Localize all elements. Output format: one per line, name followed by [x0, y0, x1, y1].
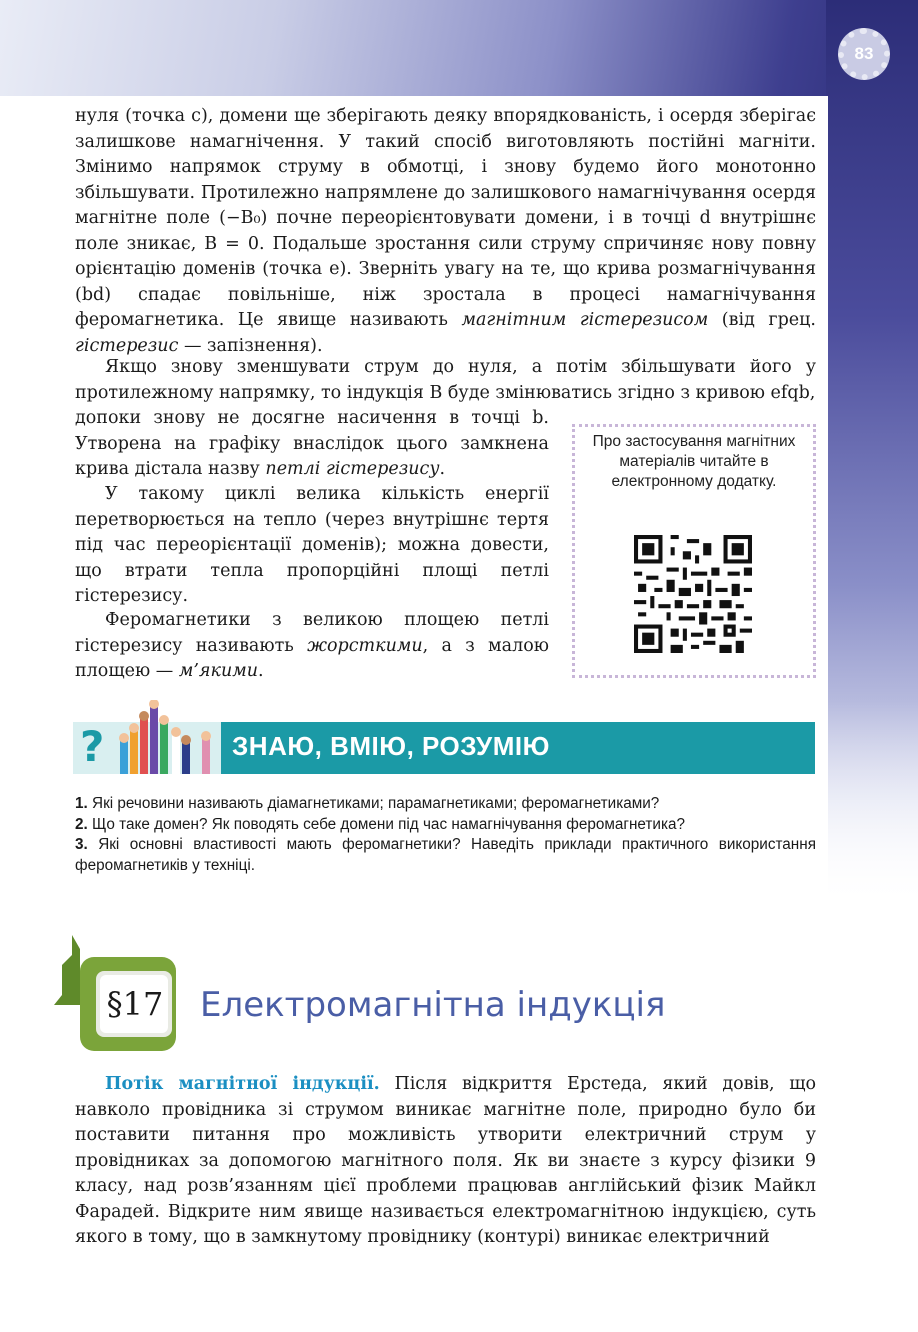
question-item	[75, 794, 816, 815]
paragraph-3: У такому циклі велика кількість енергії перетворюється на тепло (через внутрішнє тертя під час переорієнтації доменів); можна довести, що втрати тепла пропорційні площі петлі гістерезису.	[75, 484, 549, 606]
question-text: Які основні властивості мають феромагнетики? Наведіть приклади практичного використання феромагнетиків у техніці.	[75, 836, 816, 874]
paragraph-2b-text: допоки знову не досягне насичення в точці b. Утворена на графіку внаслідок цього замкнена крива дістала назву	[75, 408, 549, 479]
paragraph-1	[75, 104, 816, 359]
question-list	[75, 794, 816, 876]
term-soft: м’якими	[178, 661, 258, 681]
term-hysteresis-loop: петлі гістерезису	[265, 459, 440, 479]
term-magnetic-hysteresis: магнітним гістерезисом	[461, 310, 709, 330]
section-title: Електромагнітна індукція	[200, 985, 666, 1025]
side-note-text: Про застосування магнітних матеріалів читайте в електронному додатку.	[592, 433, 796, 490]
paragraph-1-tail-b: — запізнення).	[178, 335, 323, 356]
term-hard: жорсткими	[307, 635, 423, 656]
question-text: Які речовини називають діамагнетиками; парамагнетиками; феромагнетиками?	[92, 795, 660, 812]
section-text: Після відкриття Ерстеда, який довів, що навколо провідника зі струмом виникає магнітне поле, природно було би поставити питання про можливість утворити електричний струм у провідниках за допомогою магнітного поля. Як ви знаєте з курсу фізики 9 класу, над розв’язанням цієї проблеми працював англійський фізик Майкл Фарадей. Відкрите ним явище називається електромагнітною індукцією, суть якого в тому, що в замкнутому провіднику (контурі) виникає електричний	[75, 1074, 816, 1247]
page-number: 83	[854, 44, 874, 63]
section-paragraph	[75, 1072, 816, 1251]
section-number: §17	[106, 985, 164, 1023]
paragraph-2b: допоки знову не досягне насичення в точці b. Утворена на графіку внаслідок цього замкнена крива дістала назву петлі гістерезису.	[75, 408, 549, 479]
paragraph-1-text: нуля (точка c), домени ще зберігають деяку впорядкованість, і осердя зберігає залишкове намагнічення. У такий спосіб виготовляють постійні магніти. Змінимо напрямок струму в обмотці, і знову будемо його монотонно збільшувати. Протилежно напрямлене до залишкового намагнічування осердя магнітне поле (−B₀) почне переорієнтовувати домени, і в точці d внутрішнє поле зникає, B = 0. Подальше зростання сили струму спричиняє нову повну орієнтацію доменів (точка e). Зверніть увагу на те, що крива розмагнічування (bd) спадає повільніше, ніж зростала в процесі намагнічування феромагнетика. Це явище називають	[75, 106, 816, 330]
question-item	[75, 835, 816, 876]
paragraph-1-tail-a: (від грец.	[708, 310, 816, 330]
question-number: 3.	[75, 836, 88, 853]
raised-hands-icon	[118, 700, 218, 774]
znau-title: ЗНАЮ, ВМІЮ, РОЗУМІЮ	[232, 731, 550, 761]
paragraph-4: Феромагнетики з великою площею петлі гістерезису називають жорсткими, а з малою площею — м’якими.	[75, 610, 549, 681]
question-item	[75, 815, 816, 836]
paragraph-4-text-a: Феромагнетики з великою площею петлі гістерезису називають	[75, 610, 549, 656]
question-text: Що таке домен? Як поводять себе домени під час намагнічування феромагнетика?	[92, 815, 686, 833]
question-number: 1.	[75, 795, 88, 812]
side-banner-fade	[826, 700, 918, 920]
section-lead: Потік магнітної індукції.	[105, 1074, 380, 1094]
paragraph-4-text-b: , а з малою площею —	[75, 635, 549, 681]
term-hysteresis: гістерезис	[75, 335, 179, 356]
paragraph-2: Якщо знову зменшувати струм до нуля, а потім збільшувати його у протилежному напрямку, то індукція B буде змінюватись згідно з кривою efqb,	[75, 357, 816, 403]
header-banner	[0, 0, 918, 96]
question-number: 2.	[75, 815, 88, 833]
question-mark-icon: ?	[80, 722, 105, 771]
qr-code-icon[interactable]	[634, 535, 752, 653]
